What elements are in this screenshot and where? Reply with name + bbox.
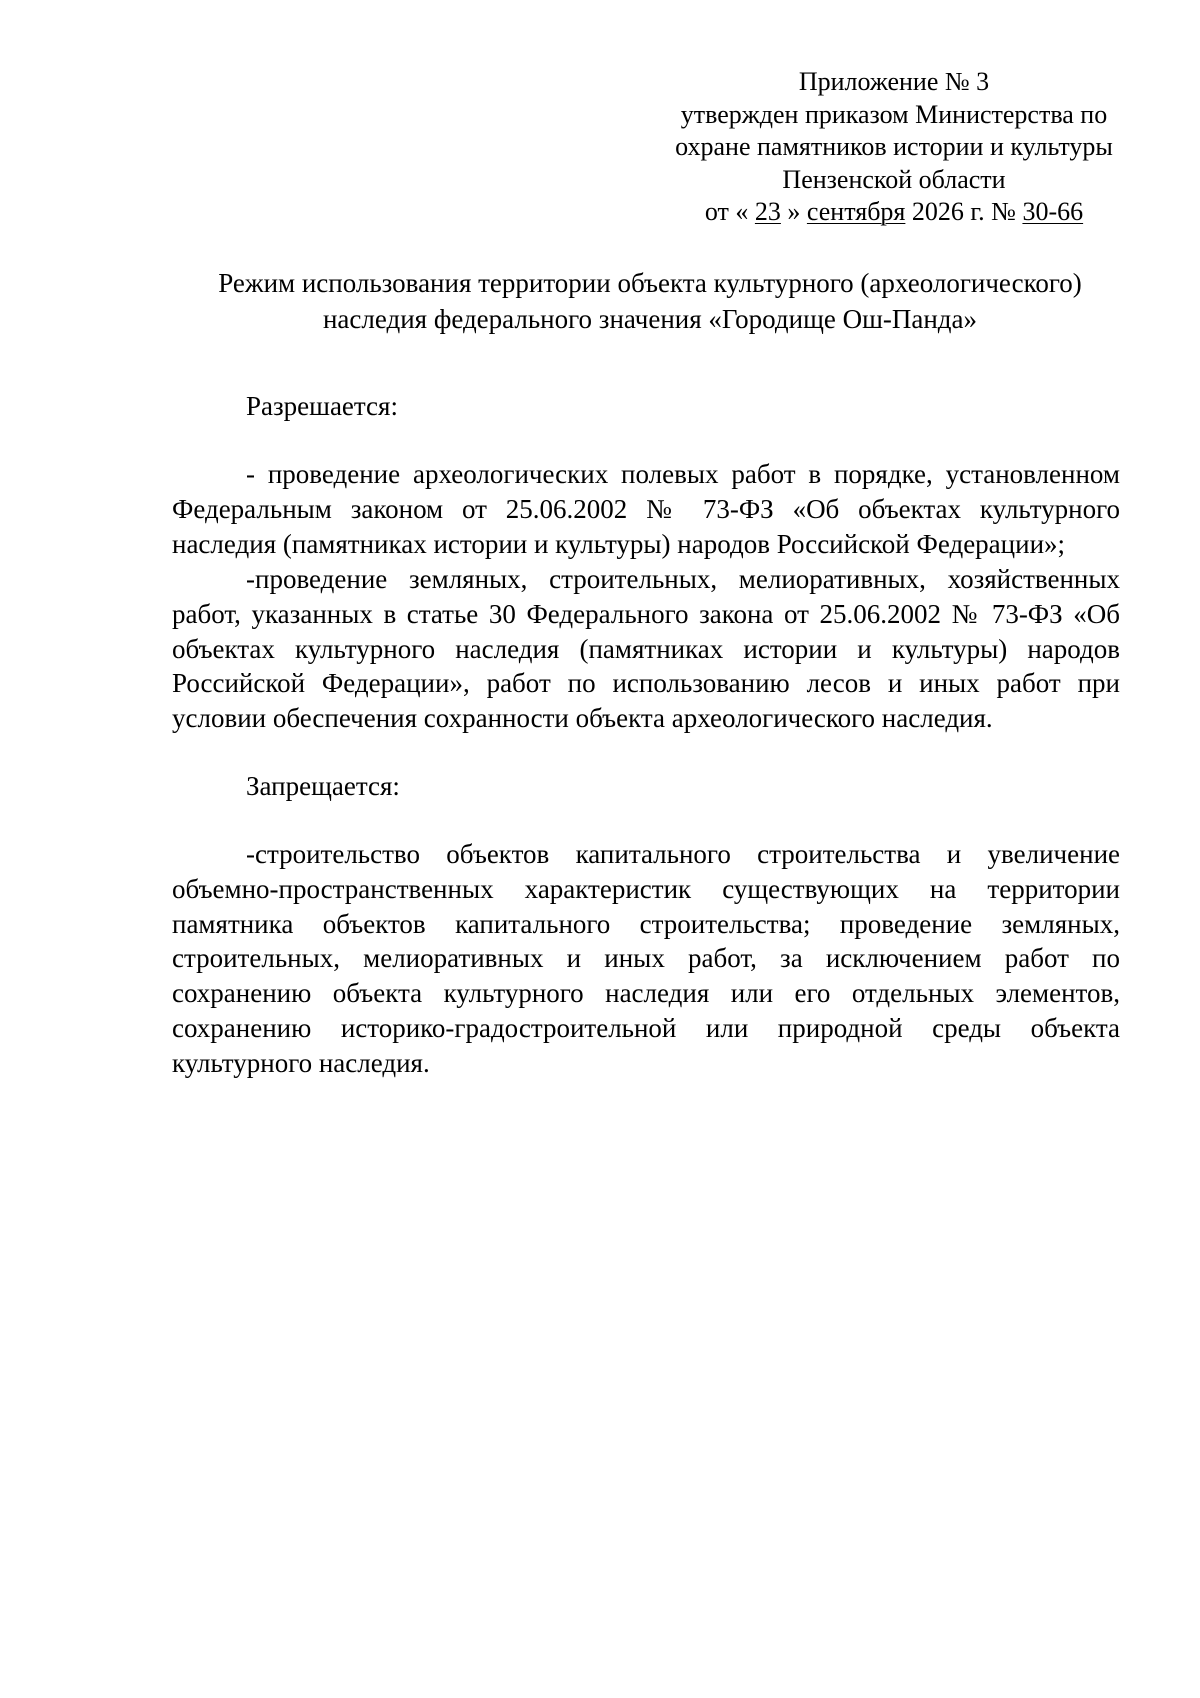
- allowed-item: -проведение земляных, строительных, мелиоративных, хозяйственных работ, указанных в статье 30 Федерального закона от 25.06.2002 № 73-ФЗ «Об объектах культурного наследия (памятниках истории и культуры) народов Российской Федерации», работ по использованию лесов и иных работ при условии обеспечения сохранности объекта археологического наследия.: [172, 564, 1120, 734]
- appendix-number: Приложение № 3: [798, 67, 990, 96]
- allowed-heading: Разрешается:: [246, 391, 398, 421]
- appendix-header: [666, 66, 1122, 229]
- prohibited-heading: Запрещается:: [246, 771, 400, 801]
- order-date-line: [666, 196, 1122, 229]
- allowed-item: - проведение археологических полевых работ в порядке, установленном Федеральным законом от 25.06.2002 № 73-ФЗ «Об объектах культурного наследия (памятниках истории и культуры) народов Российской Федерации»;: [172, 459, 1120, 559]
- approval-line-1: утвержден приказом Министерства по: [680, 99, 1108, 129]
- order-number: 30-66: [1022, 197, 1084, 226]
- date-day: 23: [754, 197, 781, 226]
- date-month: сентября: [806, 197, 906, 226]
- region-line: Пензенской области: [782, 164, 1006, 194]
- date-mid: »: [787, 197, 801, 226]
- prohibited-item: -строительство объектов капитального строительства и увеличение объемно-пространственных характеристик существующих на территории памятника объектов капитального строительства; проведение земляных, строительных, мелиоративных и иных работ, за исключением работ по сохранению объекта культурного наследия или его отдельных элементов, сохранению историко-градостроительной или природной среды объекта культурного наследия.: [172, 839, 1120, 1078]
- title-line-2: наследия федерального значения «Городище Ош-Панда»: [322, 304, 978, 334]
- date-prefix: от «: [704, 197, 749, 226]
- document-title: [120, 265, 1180, 337]
- date-year: 2026 г. №: [911, 197, 1016, 226]
- title-line-1: Режим использования территории объекта культурного (археологического): [218, 268, 1082, 298]
- approval-line-2: охране памятников истории и культуры: [675, 132, 1113, 161]
